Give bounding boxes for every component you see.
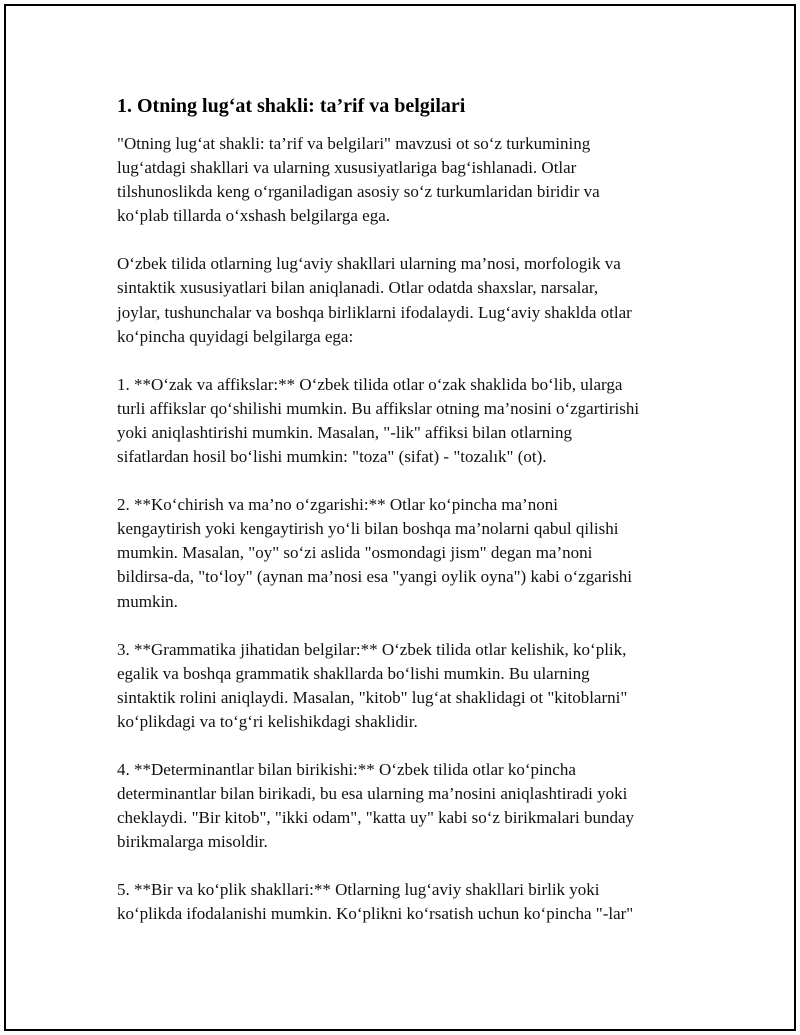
section-heading: 1. Otning lug‘at shakli: ta’rif va belgilari bbox=[117, 95, 466, 117]
list-item-number-forms: 5. **Bir va ko‘plik shakllari:** Otlarning lug‘aviy shakllari birlik yoki ko‘plikda ifodalanishi mumkin. Ko‘plikni ko‘rsatish uchun ko‘pincha "-lar" bbox=[117, 880, 634, 924]
list-item-grammar: 3. **Grammatika jihatidan belgilar:** O‘zbek tilida otlar kelishik, ko‘plik, egalik va boshqa grammatik shakllarda bo‘lishi mumkin. Bu ularning sintaktik rolini aniqlaydi. Masalan, "kitob" lug‘at shaklidagi ot "kitoblarni" ko‘plikdagi va to‘g‘ri kelishikdagi shaklidir. bbox=[117, 639, 628, 731]
document-body bbox=[117, 94, 692, 951]
paragraph-overview: O‘zbek tilida otlarning lug‘aviy shakllari ularning ma’nosi, morfologik va sintaktik xususiyatlari bilan aniqlanadi. Otlar odatda shaxslar, narsalar, joylar, tushunchalar va boshqa birliklarni ifodalaydi. Lug‘aviy shaklda otlar ko‘pincha quyidagi belgilarga ega: bbox=[117, 254, 632, 346]
list-item-stem-affixes: 1. **O‘zak va affikslar:** O‘zbek tilida otlar o‘zak shaklida bo‘lib, ularga turli affikslar qo‘shilishi mumkin. Bu affikslar otning ma’nosini o‘zgartirishi yoki aniqlashtirishi mumkin. Masalan, "-lik" affiksi bilan otlarning sifatlardan hosil bo‘lishi mumkin: "toza" (sifat) - "tozalık" (ot). bbox=[117, 374, 640, 467]
paragraph-intro: "Otning lug‘at shakli: ta’rif va belgilari" mavzusi ot so‘z turkumining lug‘atdagi shakllari va ularning xususiyatlariga bag‘ishlanadi. Otlar tilshunoslikda keng o‘rganiladigan asosiy so‘z turkumlaridan biridir va ko‘plab tillarda o‘xshash belgilarga ega. bbox=[117, 134, 600, 226]
list-item-determinants: 4. **Determinantlar bilan birikishi:** O‘zbek tilida otlar ko‘pincha determinantlar bilan birikadi, bu esa ularning ma’nosini aniqlashtiradi yoki cheklaydi. "Bir kitob", "ikki odam", "katta uy" kabi so‘z birikmalari bunday birikmalarga misoldir. bbox=[117, 759, 635, 852]
list-item-meaning-shift: 2. **Ko‘chirish va ma’no o‘zgarishi:** Otlar ko‘pincha ma’noni kengaytirish yoki kengaytirish yo‘li bilan boshqa ma’nolarni qabul qilishi mumkin. Masalan, "oy" so‘zi aslida "osmondagi jism" degan ma’noni bildirsa-da, "to‘loy" (aynan ma’nosi esa "yangi oylik oyna") kabi o‘zgarishi mumkin. bbox=[117, 495, 632, 611]
